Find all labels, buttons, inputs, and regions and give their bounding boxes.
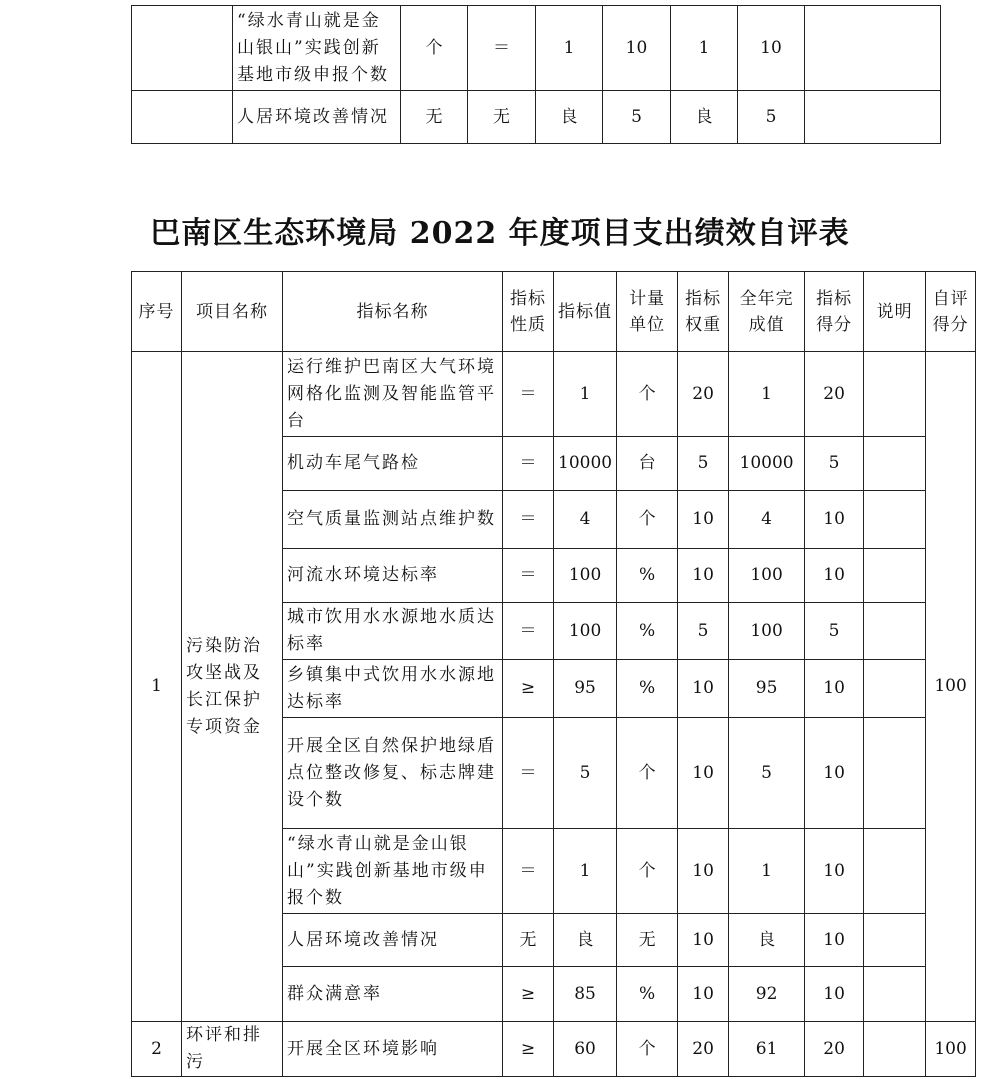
header-completed: 全年完成值 — [729, 272, 805, 352]
completed-cell: 92 — [729, 967, 805, 1022]
completed-cell: 100 — [729, 549, 805, 603]
score-cell: 5 — [805, 437, 864, 491]
nature-cell: ＝ — [503, 437, 554, 491]
completed-cell: 10000 — [729, 437, 805, 491]
indicator-name: 机动车尾气路检 — [283, 437, 503, 491]
table-cell: 良 — [536, 91, 603, 144]
indicator-name: 群众满意率 — [283, 967, 503, 1022]
completed-cell: 5 — [729, 718, 805, 829]
weight-cell: 10 — [678, 491, 729, 549]
indicator-name: 城市饮用水水源地水质达标率 — [283, 603, 503, 660]
unit-cell: % — [617, 603, 678, 660]
score-cell: 20 — [805, 352, 864, 437]
completed-cell: 61 — [729, 1022, 805, 1077]
nature-cell: ＝ — [503, 352, 554, 437]
weight-cell: 10 — [678, 829, 729, 914]
completed-cell: 95 — [729, 660, 805, 718]
score-cell: 10 — [805, 914, 864, 967]
header-project: 项目名称 — [182, 272, 283, 352]
table-cell: ＝ — [468, 6, 536, 91]
header-score: 指标得分 — [805, 272, 864, 352]
nature-cell: ＝ — [503, 829, 554, 914]
score-cell: 10 — [805, 660, 864, 718]
weight-cell: 5 — [678, 437, 729, 491]
weight-cell: 10 — [678, 718, 729, 829]
value-cell: 95 — [554, 660, 617, 718]
nature-cell: 无 — [503, 914, 554, 967]
continuation-table — [131, 5, 941, 144]
header-weight: 指标权重 — [678, 272, 729, 352]
unit-cell: 个 — [617, 352, 678, 437]
table-row — [132, 352, 976, 437]
table-cell: 5 — [738, 91, 805, 144]
table-cell: 10 — [603, 6, 671, 91]
value-cell: 100 — [554, 549, 617, 603]
table-cell — [805, 6, 941, 91]
value-cell: 10000 — [554, 437, 617, 491]
completed-cell: 4 — [729, 491, 805, 549]
seq-cell: 2 — [132, 1022, 182, 1077]
value-cell: 60 — [554, 1022, 617, 1077]
unit-cell: % — [617, 967, 678, 1022]
note-cell — [864, 549, 926, 603]
table-row — [132, 1022, 976, 1077]
score-cell: 5 — [805, 603, 864, 660]
table-cell: 1 — [671, 6, 738, 91]
project-name: 环评和排污 — [182, 1022, 283, 1077]
unit-cell: 个 — [617, 718, 678, 829]
value-cell: 100 — [554, 603, 617, 660]
table-cell: 无 — [401, 91, 468, 144]
value-cell: 良 — [554, 914, 617, 967]
note-cell — [864, 603, 926, 660]
score-cell: 10 — [805, 829, 864, 914]
indicator-name: “绿水青山就是金山银山”实践创新基地市级申报个数 — [283, 829, 503, 914]
self-score-cell: 100 — [926, 1022, 976, 1077]
seq-cell: 1 — [132, 352, 182, 1022]
weight-cell: 10 — [678, 967, 729, 1022]
indicator-name: 人居环境改善情况 — [283, 914, 503, 967]
indicator-name: 运行维护巴南区大气环境网格化监测及智能监管平台 — [283, 352, 503, 437]
note-cell — [864, 491, 926, 549]
indicator-name: 河流水环境达标率 — [283, 549, 503, 603]
unit-cell: 无 — [617, 914, 678, 967]
weight-cell: 5 — [678, 603, 729, 660]
indicator-name: 开展全区自然保护地绿盾点位整改修复、标志牌建设个数 — [283, 718, 503, 829]
header-self-score: 自评得分 — [926, 272, 976, 352]
value-cell: 1 — [554, 352, 617, 437]
nature-cell: ≥ — [503, 660, 554, 718]
unit-cell: 个 — [617, 491, 678, 549]
project-name: 污染防治攻坚战及长江保护专项资金 — [182, 352, 283, 1022]
note-cell — [864, 437, 926, 491]
completed-cell: 1 — [729, 352, 805, 437]
nature-cell: ＝ — [503, 718, 554, 829]
table-cell: 良 — [671, 91, 738, 144]
header-nature: 指标性质 — [503, 272, 554, 352]
unit-cell: 台 — [617, 437, 678, 491]
score-cell: 10 — [805, 491, 864, 549]
nature-cell: ＝ — [503, 549, 554, 603]
unit-cell: 个 — [617, 829, 678, 914]
note-cell — [864, 718, 926, 829]
unit-cell: % — [617, 660, 678, 718]
empty-cell — [132, 6, 233, 91]
score-cell: 10 — [805, 549, 864, 603]
nature-cell: ≥ — [503, 967, 554, 1022]
weight-cell: 10 — [678, 549, 729, 603]
note-cell — [864, 967, 926, 1022]
weight-cell: 20 — [678, 352, 729, 437]
value-cell: 5 — [554, 718, 617, 829]
score-cell: 10 — [805, 718, 864, 829]
nature-cell: ≥ — [503, 1022, 554, 1077]
completed-cell: 1 — [729, 829, 805, 914]
header-value: 指标值 — [554, 272, 617, 352]
table-cell: 10 — [738, 6, 805, 91]
unit-cell: % — [617, 549, 678, 603]
indicator-name: “绿水青山就是金山银山”实践创新基地市级申报个数 — [233, 6, 401, 91]
empty-cell — [132, 91, 233, 144]
indicator-name: 空气质量监测站点维护数 — [283, 491, 503, 549]
table-cell: 个 — [401, 6, 468, 91]
indicator-name: 人居环境改善情况 — [233, 91, 401, 144]
table-row — [132, 91, 941, 144]
page-title: 巴南区生态环境局 2022 年度项目支出绩效自评表 — [150, 216, 850, 251]
table-cell — [805, 91, 941, 144]
completed-cell: 良 — [729, 914, 805, 967]
value-cell: 85 — [554, 967, 617, 1022]
header-note: 说明 — [864, 272, 926, 352]
weight-cell: 10 — [678, 914, 729, 967]
note-cell — [864, 660, 926, 718]
note-cell — [864, 352, 926, 437]
indicator-name: 乡镇集中式饮用水水源地达标率 — [283, 660, 503, 718]
evaluation-table — [131, 271, 976, 1077]
header-row — [132, 272, 976, 352]
nature-cell: ＝ — [503, 603, 554, 660]
table-cell: 1 — [536, 6, 603, 91]
note-cell — [864, 914, 926, 967]
header-indicator: 指标名称 — [283, 272, 503, 352]
weight-cell: 10 — [678, 660, 729, 718]
table-row — [132, 6, 941, 91]
weight-cell: 20 — [678, 1022, 729, 1077]
unit-cell: 个 — [617, 1022, 678, 1077]
note-cell — [864, 829, 926, 914]
score-cell: 20 — [805, 1022, 864, 1077]
header-seq: 序号 — [132, 272, 182, 352]
score-cell: 10 — [805, 967, 864, 1022]
self-score-cell: 100 — [926, 352, 976, 1022]
note-cell — [864, 1022, 926, 1077]
indicator-name: 开展全区环境影响 — [283, 1022, 503, 1077]
value-cell: 4 — [554, 491, 617, 549]
completed-cell: 100 — [729, 603, 805, 660]
table-cell: 无 — [468, 91, 536, 144]
nature-cell: ＝ — [503, 491, 554, 549]
table-cell: 5 — [603, 91, 671, 144]
value-cell: 1 — [554, 829, 617, 914]
header-unit: 计量单位 — [617, 272, 678, 352]
